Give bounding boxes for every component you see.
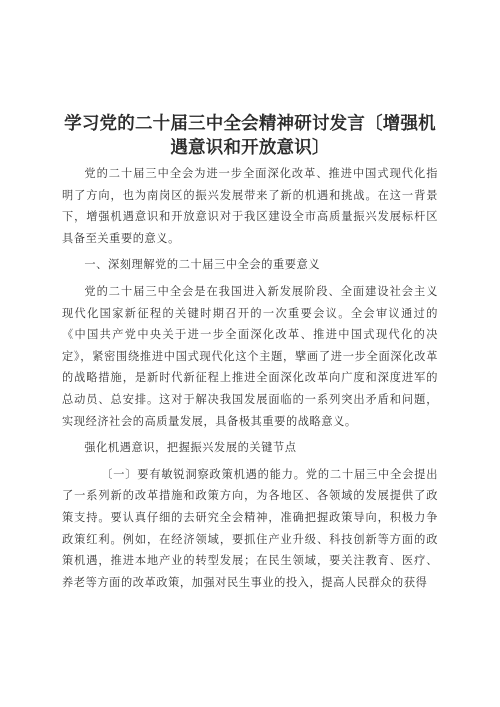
intro-paragraph: 党的二十届三中全会为进一步全面深化改革、推进中国式现代化指明了方向，也为南岗区的振兴发展带来了新的机遇和挑战。在这一背景下，增强机遇意识和开放意识对于我区建设全市高质量振兴发展标杆区具备至关重要的意义。 [62, 167, 438, 245]
section-2-item-1-paragraph: 〔一〕要有敏锐洞察政策机遇的能力。党的二十届三中全会提出了一系列新的改革措施和政策方向，为各地区、各领域的发展提供了政策支持。要认真仔细的去研究全会精神，准确把握政策导向，积极力争政策红利。例如，在经济领域，要抓住产业升级、科技创新等方面的政策机遇，推进本地产业的转型发展；在民生领域，要关注教育、医疗、养老等方面的改革政策，加强对民生事业的投入，提高人民群众的获得 [62, 467, 438, 589]
document-title: 学习党的二十届三中全会精神研讨发言〔增强机遇意识和开放意识〕 [64, 114, 436, 158]
section-1-heading: 一、深刻理解党的二十届三中全会的重要意义 [84, 258, 321, 272]
section-2-heading: 强化机遇意识，把握振兴发展的关键节点 [84, 441, 297, 455]
section-1-paragraph: 党的二十届三中全会是在我国进入新发展阶段、全面建设社会主义现代化国家新征程的关键时期召开的一次重要会议。全会审议通过的《中国共产党中央关于进一步全面深化改革、推进中国式现代化的决定》，紧密围绕推进中国式现代化这个主题，擘画了进一步全面深化改革的战略措施，是新时代新征程上推进全面深化改革向广度和深度进军的总动员、总安排。这对于解决我国发展面临的一系列突出矛盾和问题，实现经济社会的高质量发展，具备极其重要的战略意义。 [62, 284, 438, 428]
